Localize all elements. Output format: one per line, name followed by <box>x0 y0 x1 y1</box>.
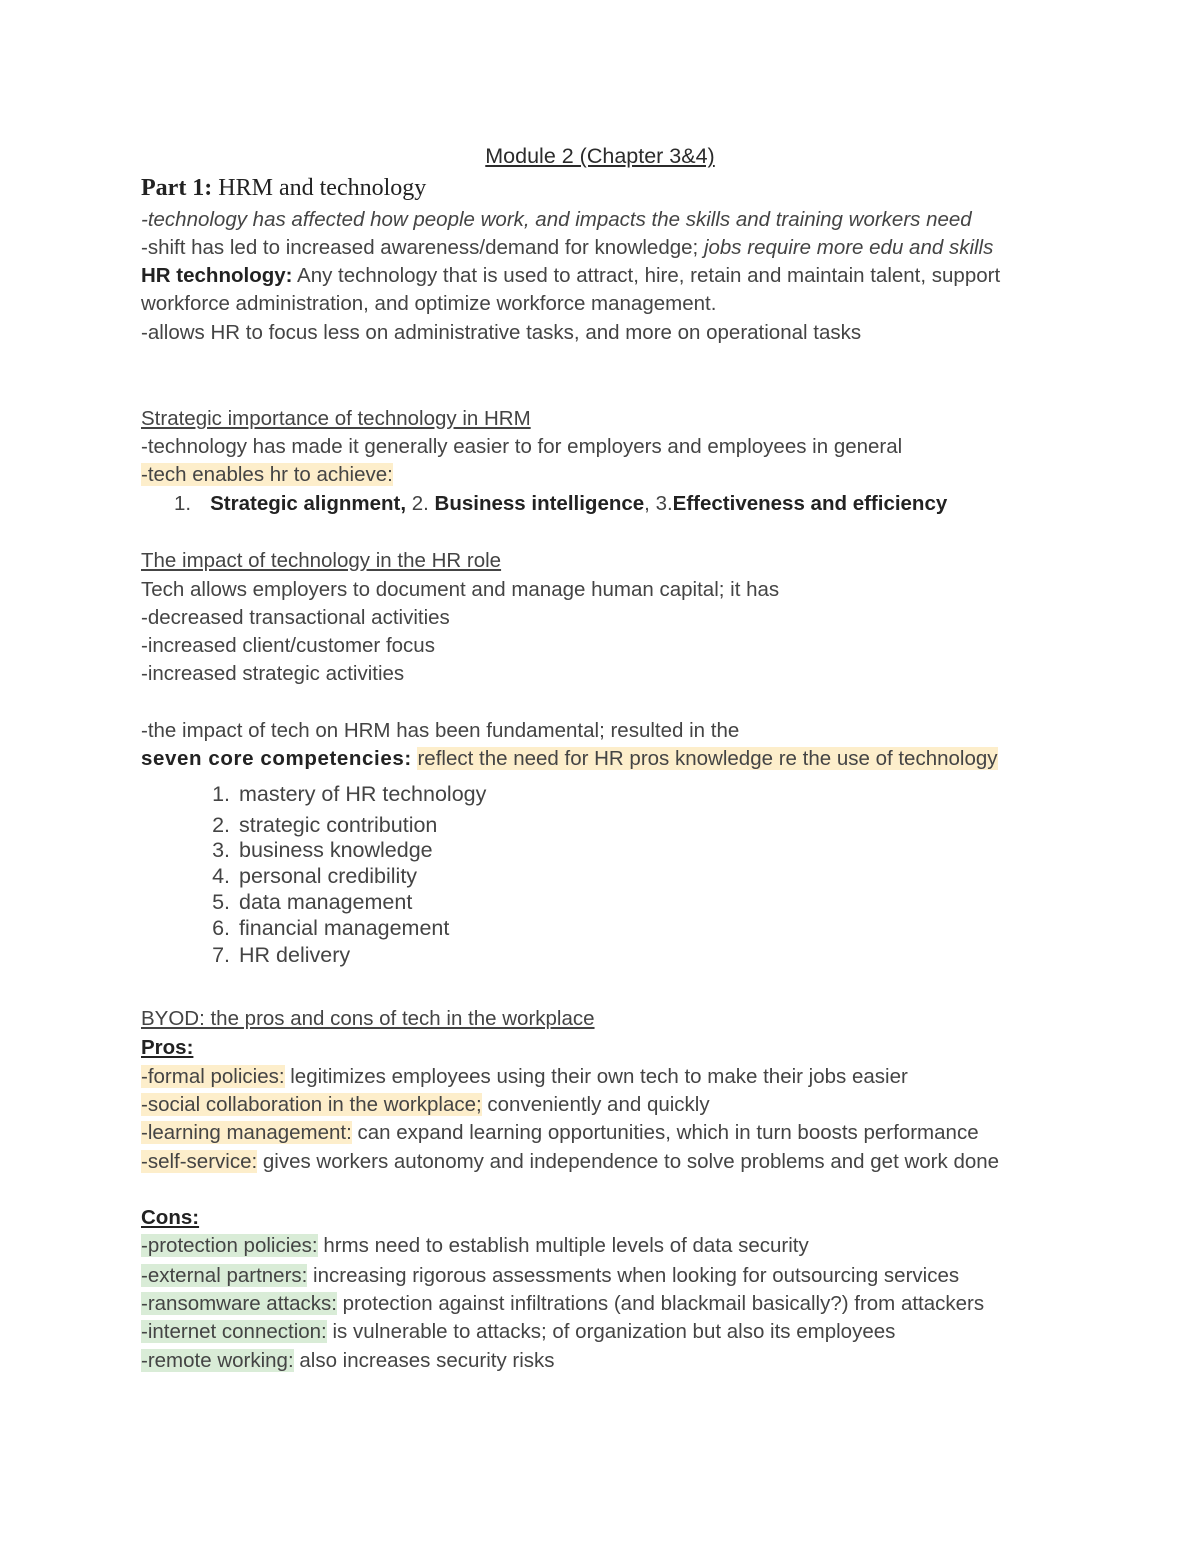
list-item: -internet connection: is vulnerable to attacks; of organization but also its employees <box>141 1320 896 1343</box>
list-item: -social collaboration in the workplace; conveniently and quickly <box>141 1093 710 1116</box>
list-item: -protection policies: hrms need to establish multiple levels of data security <box>141 1234 809 1257</box>
impact-line5: -the impact of tech on HRM has been fundamental; resulted in the <box>141 719 740 742</box>
list-item: -learning management: can expand learning opportunities, which in turn boosts performance <box>141 1121 979 1144</box>
list-item: 3. business knowledge <box>212 838 433 862</box>
list-item: 7. HR delivery <box>212 943 351 967</box>
strategic-line2 <box>141 461 393 489</box>
strategic-heading: Strategic importance of technology in HRM <box>141 407 531 430</box>
list-item: -external partners: increasing rigorous assessments when looking for outsourcing services <box>141 1264 960 1287</box>
hr-technology-label: HR technology: <box>141 264 293 287</box>
byod-heading: BYOD: the pros and cons of tech in the workplace <box>141 1007 595 1030</box>
impact-line2: -decreased transactional activities <box>141 606 450 629</box>
part1-line2 <box>141 234 993 262</box>
part1-heading-bold: Part 1: <box>141 175 213 201</box>
page-title: Module 2 (Chapter 3&4) <box>485 144 715 168</box>
strategic-item-a: Strategic alignment, <box>210 492 407 515</box>
strategic-line2-highlight: -tech enables hr to achieve: <box>141 463 393 486</box>
strategic-items <box>174 490 947 518</box>
pros-label: Pros: <box>141 1036 194 1059</box>
part1-line1: -technology has affected how people work, and impacts the skills and training workers need <box>141 208 972 231</box>
part1-line4: -allows HR to focus less on administrative tasks, and more on operational tasks <box>141 321 862 344</box>
core-competencies-label: seven core competencies: <box>141 747 412 770</box>
list-item: -ransomware attacks: protection against infiltrations (and blackmail basically?) from attackers <box>141 1292 985 1315</box>
list-item: 6. financial management <box>212 916 450 940</box>
core-competencies-text: reflect the need for HR pros knowledge re the use of technology <box>417 747 998 770</box>
impact-line1: Tech allows employers to document and manage human capital; it has <box>141 578 780 601</box>
part1-heading-rest: HRM and technology <box>212 175 427 201</box>
hr-technology-definition <box>141 262 1000 290</box>
impact-line3: -increased client/customer focus <box>141 634 435 657</box>
list-item: 4. personal credibility <box>212 864 418 888</box>
impact-line4: -increased strategic activities <box>141 662 405 685</box>
cons-label: Cons: <box>141 1206 200 1229</box>
strategic-item-b: Business intelligence <box>434 492 645 515</box>
strategic-item-num: 1. <box>174 492 192 515</box>
part1-line2a: -shift has led to increased awareness/demand for knowledge; <box>141 236 704 259</box>
part1-heading <box>141 174 426 202</box>
list-item: 5. data management <box>212 890 413 914</box>
list-item: -remote working: also increases security risks <box>141 1349 555 1372</box>
hr-technology-text2: workforce administration, and optimize workforce management. <box>141 292 717 315</box>
impact-heading: The impact of technology in the HR role <box>141 549 502 572</box>
strategic-item-c: Effectiveness and efficiency <box>672 492 948 515</box>
core-competencies <box>141 745 998 773</box>
part1-line2b: jobs require more edu and skills <box>703 236 994 259</box>
hr-technology-text: Any technology that is used to attract, hire, retain and maintain talent, support <box>292 264 1001 287</box>
strategic-line1: -technology has made it generally easier to for employers and employees in general <box>141 435 903 458</box>
list-item: 1. mastery of HR technology <box>212 782 487 806</box>
strategic-item-b-num: 2. <box>406 492 435 515</box>
list-item: 2. strategic contribution <box>212 813 438 837</box>
list-item: -formal policies: legitimizes employees using their own tech to make their jobs easier <box>141 1065 908 1088</box>
list-item: -self-service: gives workers autonomy and independence to solve problems and get work done <box>141 1150 1000 1173</box>
strategic-item-c-num: , 3. <box>644 492 673 515</box>
